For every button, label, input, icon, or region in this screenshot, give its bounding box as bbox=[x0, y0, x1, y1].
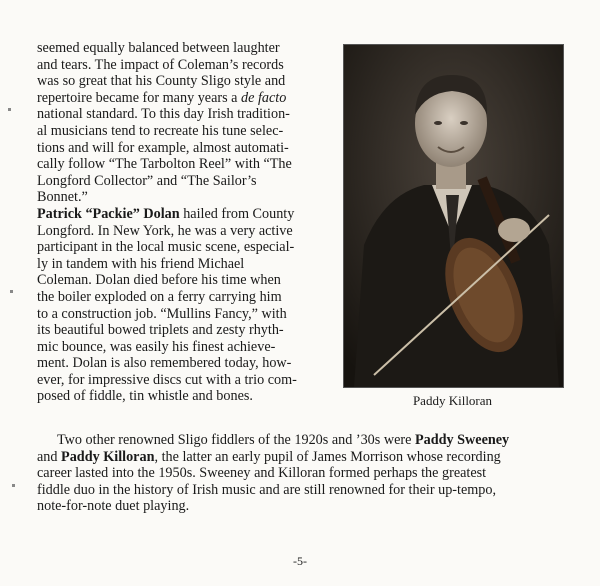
text-segment: , the latter an early pupil of James Morrison whose recording bbox=[154, 448, 501, 465]
text-line: the boiler exploded on a ferry carrying him bbox=[37, 288, 282, 305]
text-line: to a construction job. “Mullins Fancy,” with bbox=[37, 305, 287, 322]
text-line: ever, for impressive discs cut with a trio com- bbox=[37, 371, 297, 388]
text-line bbox=[37, 432, 565, 449]
text-segment: hailed from County bbox=[179, 205, 295, 222]
paragraph-coleman bbox=[37, 40, 337, 206]
margin-speck bbox=[8, 108, 11, 111]
photo-caption: Paddy Killoran bbox=[412, 393, 493, 408]
text-line: was so great that his County Sligo style and bbox=[37, 73, 286, 90]
italic-term: de facto bbox=[241, 89, 287, 106]
text-line: fiddle duo in the history of Irish music and are still renowned for their up-tempo, bbox=[37, 481, 497, 498]
text-line bbox=[37, 90, 337, 107]
margin-speck bbox=[12, 484, 15, 487]
text-line: seemed equally balanced between laughter bbox=[37, 40, 280, 56]
text-line: ment. Dolan is also remembered today, how- bbox=[37, 355, 292, 372]
text-segment: Two other renowned Sligo fiddlers of the 1920s and ’30s were bbox=[57, 432, 415, 448]
text-line: Bonnet.” bbox=[37, 189, 88, 206]
portrait-photo bbox=[343, 44, 564, 388]
text-line: Longford. In New York, he was a very active bbox=[37, 222, 293, 239]
text-line: al musicians tend to recreate his tune selec- bbox=[37, 122, 284, 139]
text-line: ly in tandem with his friend Michael bbox=[37, 255, 245, 272]
text-line: posed of fiddle, tin whistle and bones. bbox=[37, 388, 253, 405]
text-line: Coleman. Dolan died before his time when bbox=[37, 272, 281, 289]
page-number: -5- bbox=[293, 554, 307, 568]
text-line bbox=[37, 449, 565, 466]
text-line: career lasted into the 1950s. Sweeney and Killoran formed perhaps the greatest bbox=[37, 465, 487, 482]
text-segment: repertoire became for many years a bbox=[37, 89, 242, 106]
text-line: national standard. To this day Irish tradition- bbox=[37, 106, 290, 123]
paragraph-sweeney-killoran bbox=[37, 432, 565, 515]
margin-speck bbox=[10, 290, 13, 293]
text-line: note-for-note duet playing. bbox=[37, 498, 190, 515]
text-line: cally follow “The Tarbolton Reel” with “The bbox=[37, 156, 292, 173]
text-line bbox=[37, 206, 337, 223]
musician-name: Patrick “Packie” Dolan bbox=[37, 205, 180, 222]
text-line: mic bounce, was easily his finest achieve- bbox=[37, 338, 276, 355]
text-line: its beautiful bowed triplets and zesty rhyth- bbox=[37, 322, 284, 339]
paragraph-dolan bbox=[37, 206, 337, 405]
text-segment: and bbox=[37, 448, 62, 465]
text-line: Longford Collector” and “The Sailor’s bbox=[37, 172, 257, 189]
text-line: tions and will for example, almost automati- bbox=[37, 139, 289, 156]
musician-name: Paddy Sweeney bbox=[414, 432, 510, 448]
fiddler-portrait-image bbox=[344, 45, 563, 387]
text-line: participant in the local music scene, especial- bbox=[37, 239, 295, 256]
text-column bbox=[37, 40, 337, 405]
text-line: and tears. The impact of Coleman’s records bbox=[37, 56, 284, 73]
musician-name: Paddy Killoran bbox=[61, 448, 155, 465]
